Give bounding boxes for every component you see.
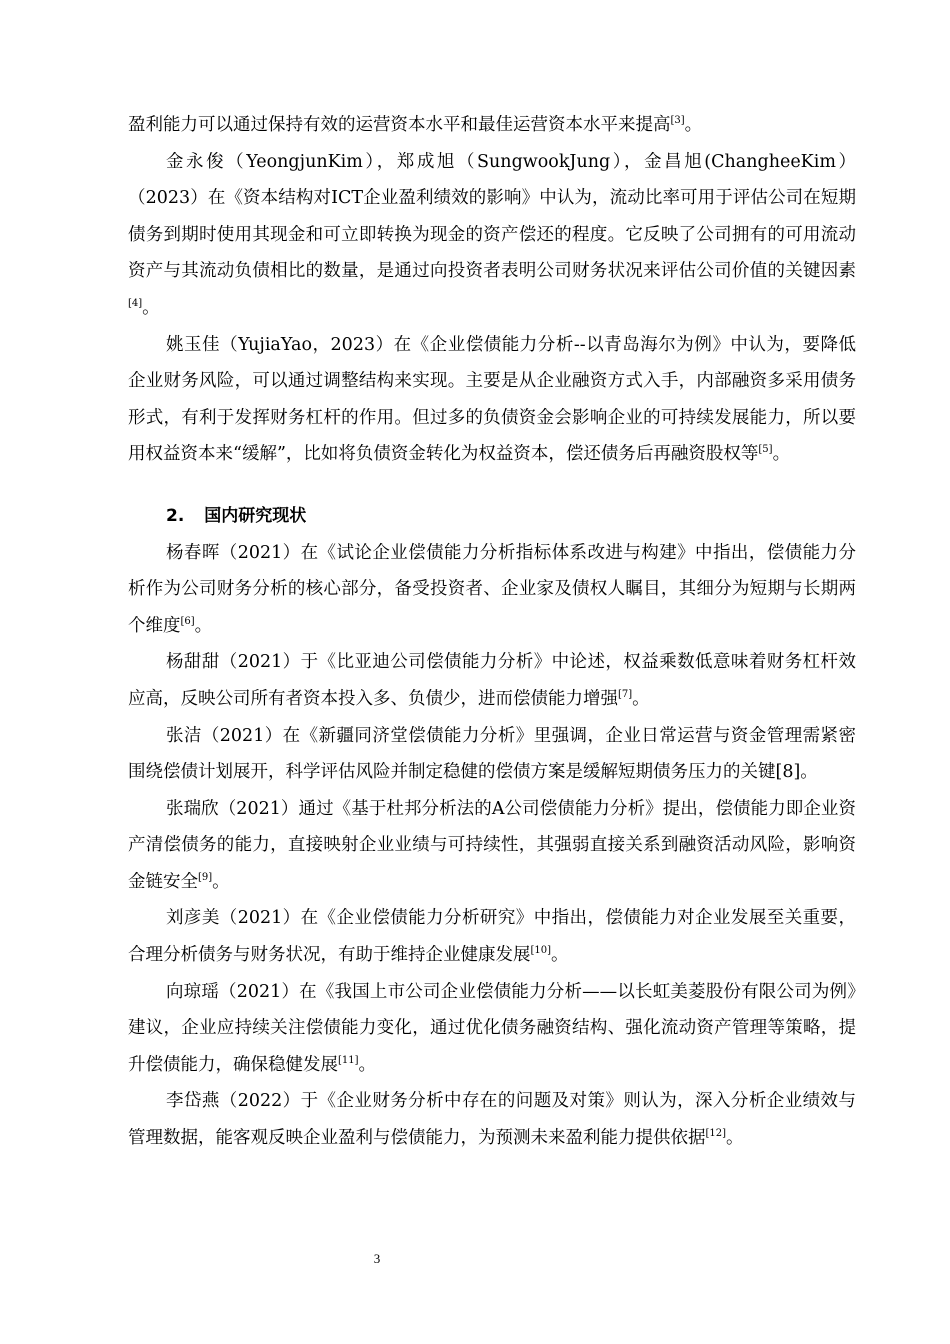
paragraph [128, 718, 856, 791]
paragraph-tail: 。 [726, 1128, 744, 1149]
paragraph-text: 姚玉佳（YujiaYao，2023）在《企业偿债能力分析--以青岛海尔为例》中认为，要降低企业财务风险，可以通过调整结构来实现。主要是从企业融资方式入手，内部融资多采用债务形式，有利于发挥财务杠杆的作用。但过多的负债资金会影响企业的可持续发展能力，所以要用权益资本来“缓解”，比如将负债资金转化为权益资本，偿还债务后再融资股权等 [128, 334, 856, 465]
citation-ref: [12] [705, 1128, 727, 1140]
section-title: 国内研究现状 [204, 505, 307, 526]
page-number: 3 [373, 1251, 381, 1266]
paragraph-text: 李岱燕（2022）于《企业财务分析中存在的问题及对策》则认为，深入分析企业绩效与管理数据，能客观反映企业盈利与偿债能力，为预测未来盈利能力提供依据 [128, 1091, 856, 1149]
paragraph [128, 974, 856, 1084]
paragraph [128, 535, 856, 645]
paragraph [128, 144, 856, 327]
section-spacer [128, 473, 856, 498]
paragraph-tail: 。 [684, 115, 703, 135]
paragraph-tail: 。 [194, 615, 213, 636]
paragraph [128, 791, 856, 901]
paragraph [128, 900, 856, 973]
paragraph-text: 杨甜甜（2021）于《比亚迪公司偿债能力分析》中论述，权益乘数低意味着财务杠杆效应高，反映公司所有者资本投入多、负债少，进而偿债能力增强 [128, 652, 856, 709]
paragraph-text: 杨春晖（2021）在《试论企业偿债能力分析指标体系改进与构建》中指出，偿债能力分析作为公司财务分析的核心部分，备受投资者、企业家及债权人瞩目，其细分为短期与长期两个维度 [128, 542, 856, 636]
paragraph-tail: 。 [212, 871, 230, 892]
citation-ref: [5] [758, 444, 773, 456]
paragraph-text: 张洁（2021）在《新疆同济堂偿债能力分析》里强调，企业日常运营与资金管理需紧密围绕偿债计划展开，科学评估风险并制定稳健的偿债方案是缓解短期债务压力的关键[8]。 [128, 725, 856, 783]
paragraph [128, 1083, 856, 1156]
citation-ref: [3] [670, 115, 685, 126]
page-body [128, 107, 856, 1157]
citation-ref: [6] [180, 615, 195, 627]
paragraph-tail: 。 [551, 945, 569, 966]
paragraph-continuation [128, 107, 856, 144]
section-heading [128, 498, 856, 535]
paragraph [128, 327, 856, 473]
paragraph [128, 644, 856, 717]
paragraph-text: 盈利能力可以通过保持有效的运营资本水平和最佳运营资本水平来提高 [128, 115, 671, 135]
citation-ref: [11] [338, 1054, 359, 1066]
citation-ref: [10] [530, 945, 552, 957]
paragraph-text: 向琼瑶（2021）在《我国上市公司企业偿债能力分析——以长虹美菱股份有限公司为例》建议，企业应持续关注偿债能力变化，通过优化债务融资结构、强化流动资产管理等策略，提升偿债能力，确保稳健发展 [128, 981, 856, 1075]
paragraph-text: 张瑞欣（2021）通过《基于杜邦分析法的A公司偿债能力分析》提出，偿债能力即企业资产清偿债务的能力，直接映射企业业绩与可持续性，其强弱直接关系到融资活动风险，影响资金链安全 [128, 798, 856, 892]
paragraph-tail: 。 [358, 1054, 377, 1075]
citation-ref: [4] [128, 297, 143, 309]
citation-ref: [9] [198, 871, 213, 883]
paragraph-text: 金永俊（YeongjunKim），郑成旭（SungwookJung），金昌旭(ChangheeKim）（2023）在《资本结构对ICT企业盈利绩效的影响》中认为，流动比率可用于评估公司在短期债务到期时使用其现金和可立即转换为现金的资产偿还的程度。它反映了公司拥有的可用流动资产与其流动负债相比的数量，是通过向投资者表明公司财务状况来评估公司价值的关键因素 [128, 151, 856, 282]
paragraph-tail: 。 [772, 444, 791, 465]
paragraph-text: 刘彦美（2021）在《企业偿债能力分析研究》中指出，偿债能力对企业发展至关重要，合理分析债务与财务状况，有助于维持企业健康发展 [128, 908, 856, 966]
paragraph-tail: 。 [142, 297, 160, 318]
paragraph-tail: 。 [632, 688, 650, 709]
citation-ref: [7] [618, 688, 633, 700]
section-number: 2. [166, 505, 185, 526]
